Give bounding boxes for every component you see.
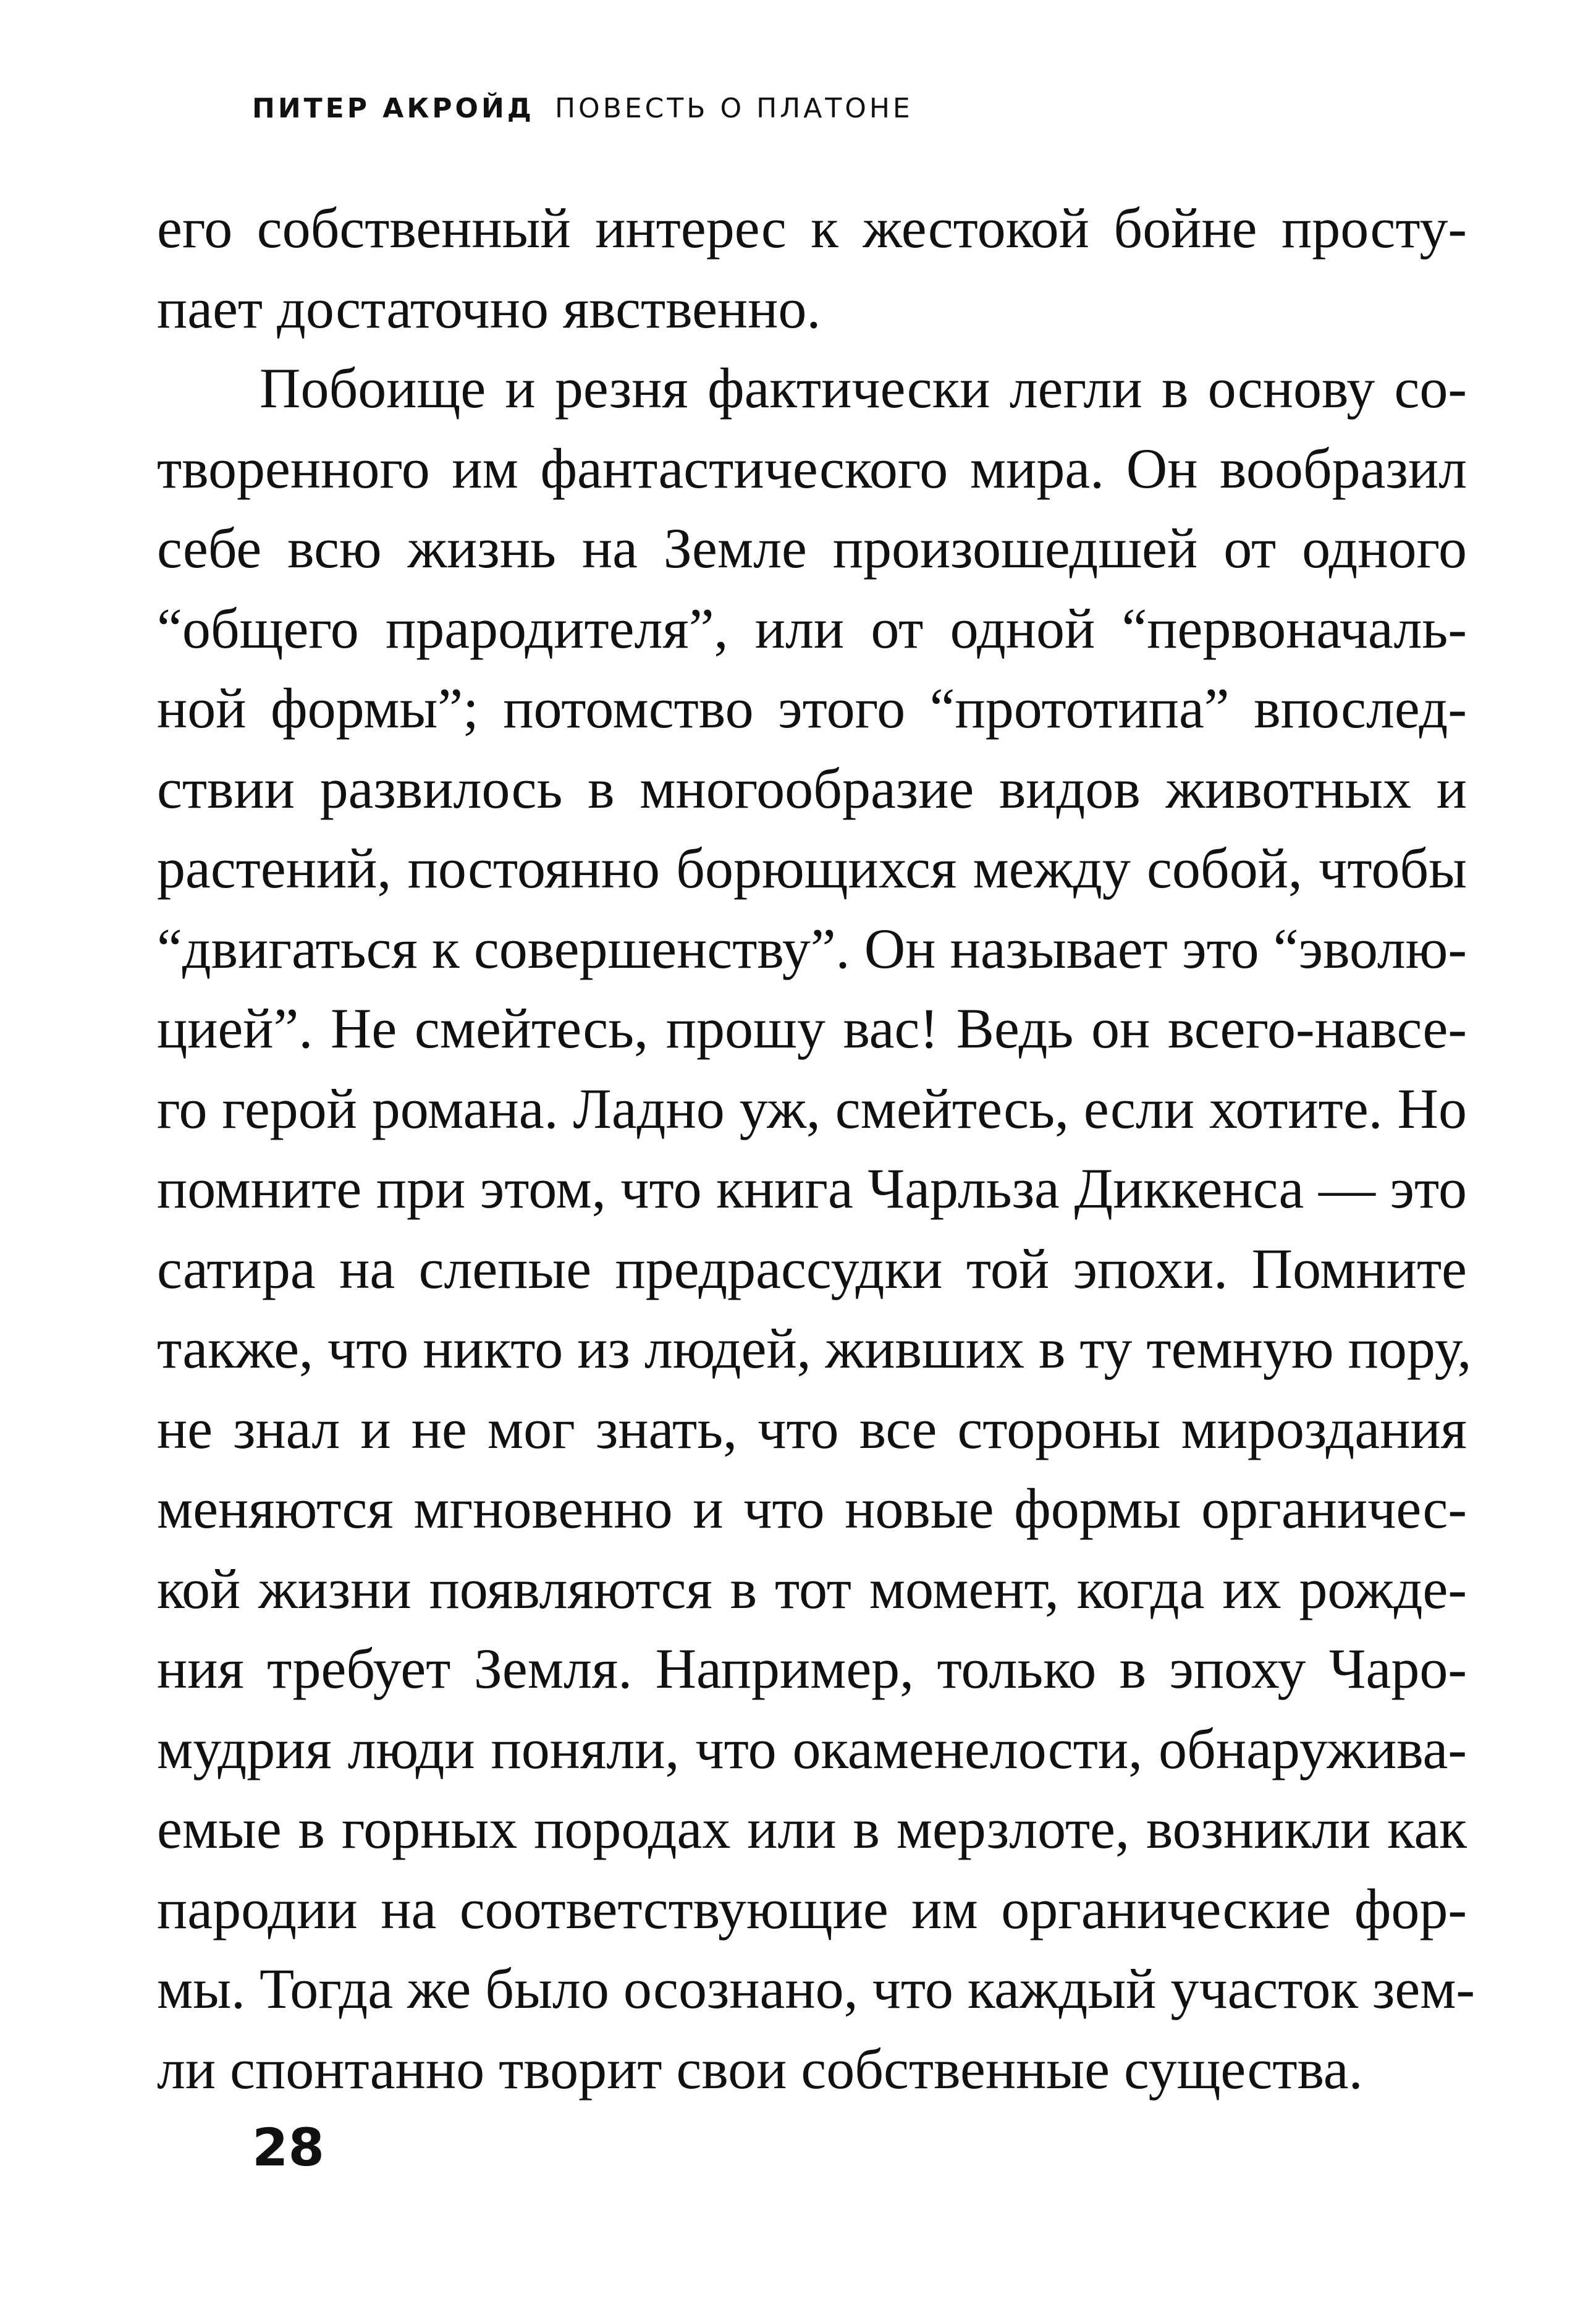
page-number: 28 xyxy=(252,2117,324,2178)
text-line: мудрия люди поняли, что окаменелости, обнаружива- xyxy=(157,1717,1467,1780)
text-line: себе всю жизнь на Земле произошедшей от одного xyxy=(157,517,1467,580)
text-line: творенного им фантастического мира. Он вообразил xyxy=(157,436,1467,500)
text-line: не знал и не мог знать, что все стороны мироздания xyxy=(157,1397,1467,1460)
paragraph-first-line: Побоище и резня фактически легли в основу со- xyxy=(260,357,1467,420)
text-line: меняются мгновенно и что новые формы органичес- xyxy=(157,1477,1467,1540)
text-line: сатира на слепые предрассудки той эпохи. Помните xyxy=(157,1237,1467,1300)
text-line: ствии развилось в многообразие видов животных и xyxy=(157,756,1467,820)
text-line: также, что никто из людей, живших в ту темную пору, xyxy=(157,1317,1472,1380)
paragraph-end-line: ли спонтанно творит свои собственные существа. xyxy=(157,2037,1363,2101)
running-head-book-title: ПОВЕСТЬ О ПЛАТОНЕ xyxy=(554,93,913,124)
text-line: ной формы”; потомство этого “прототипа” впослед- xyxy=(157,677,1467,740)
running-head-author: ПИТЕР АКРОЙД xyxy=(252,93,534,124)
text-line: растений, постоянно борющихся между собой, чтобы xyxy=(157,837,1467,900)
text-line: “общего прародителя”, или от одной “первоначаль- xyxy=(157,596,1467,660)
paragraph-end-line: пает достаточно явственно. xyxy=(157,276,821,340)
text-line: ния требует Земля. Например, только в эпоху Чаро- xyxy=(157,1637,1467,1700)
text-line: го герой романа. Ладно уж, смейтесь, если хотите. Но xyxy=(157,1077,1467,1140)
text-line: пародии на соответствующие им органические фор- xyxy=(157,1877,1467,1940)
text-line: емые в горных породах или в мерзлоте, возникли как xyxy=(157,1797,1467,1860)
running-head xyxy=(252,90,913,127)
text-line: кой жизни появляются в тот момент, когда их рожде- xyxy=(157,1557,1467,1620)
body-text xyxy=(157,188,1476,2109)
text-line: помните при этом, что книга Чарльза Диккенса — это xyxy=(157,1157,1467,1220)
text-line: “двигаться к совершенству”. Он называет это “эволю- xyxy=(157,916,1467,980)
text-line: его собственный интерес к жестокой бойне просту- xyxy=(157,197,1467,260)
text-line: мы. Тогда же было осознано, что каждый участок зем- xyxy=(157,1957,1476,2020)
text-line: цией”. Не смейтесь, прошу вас! Ведь он всего-навсе- xyxy=(157,997,1467,1060)
